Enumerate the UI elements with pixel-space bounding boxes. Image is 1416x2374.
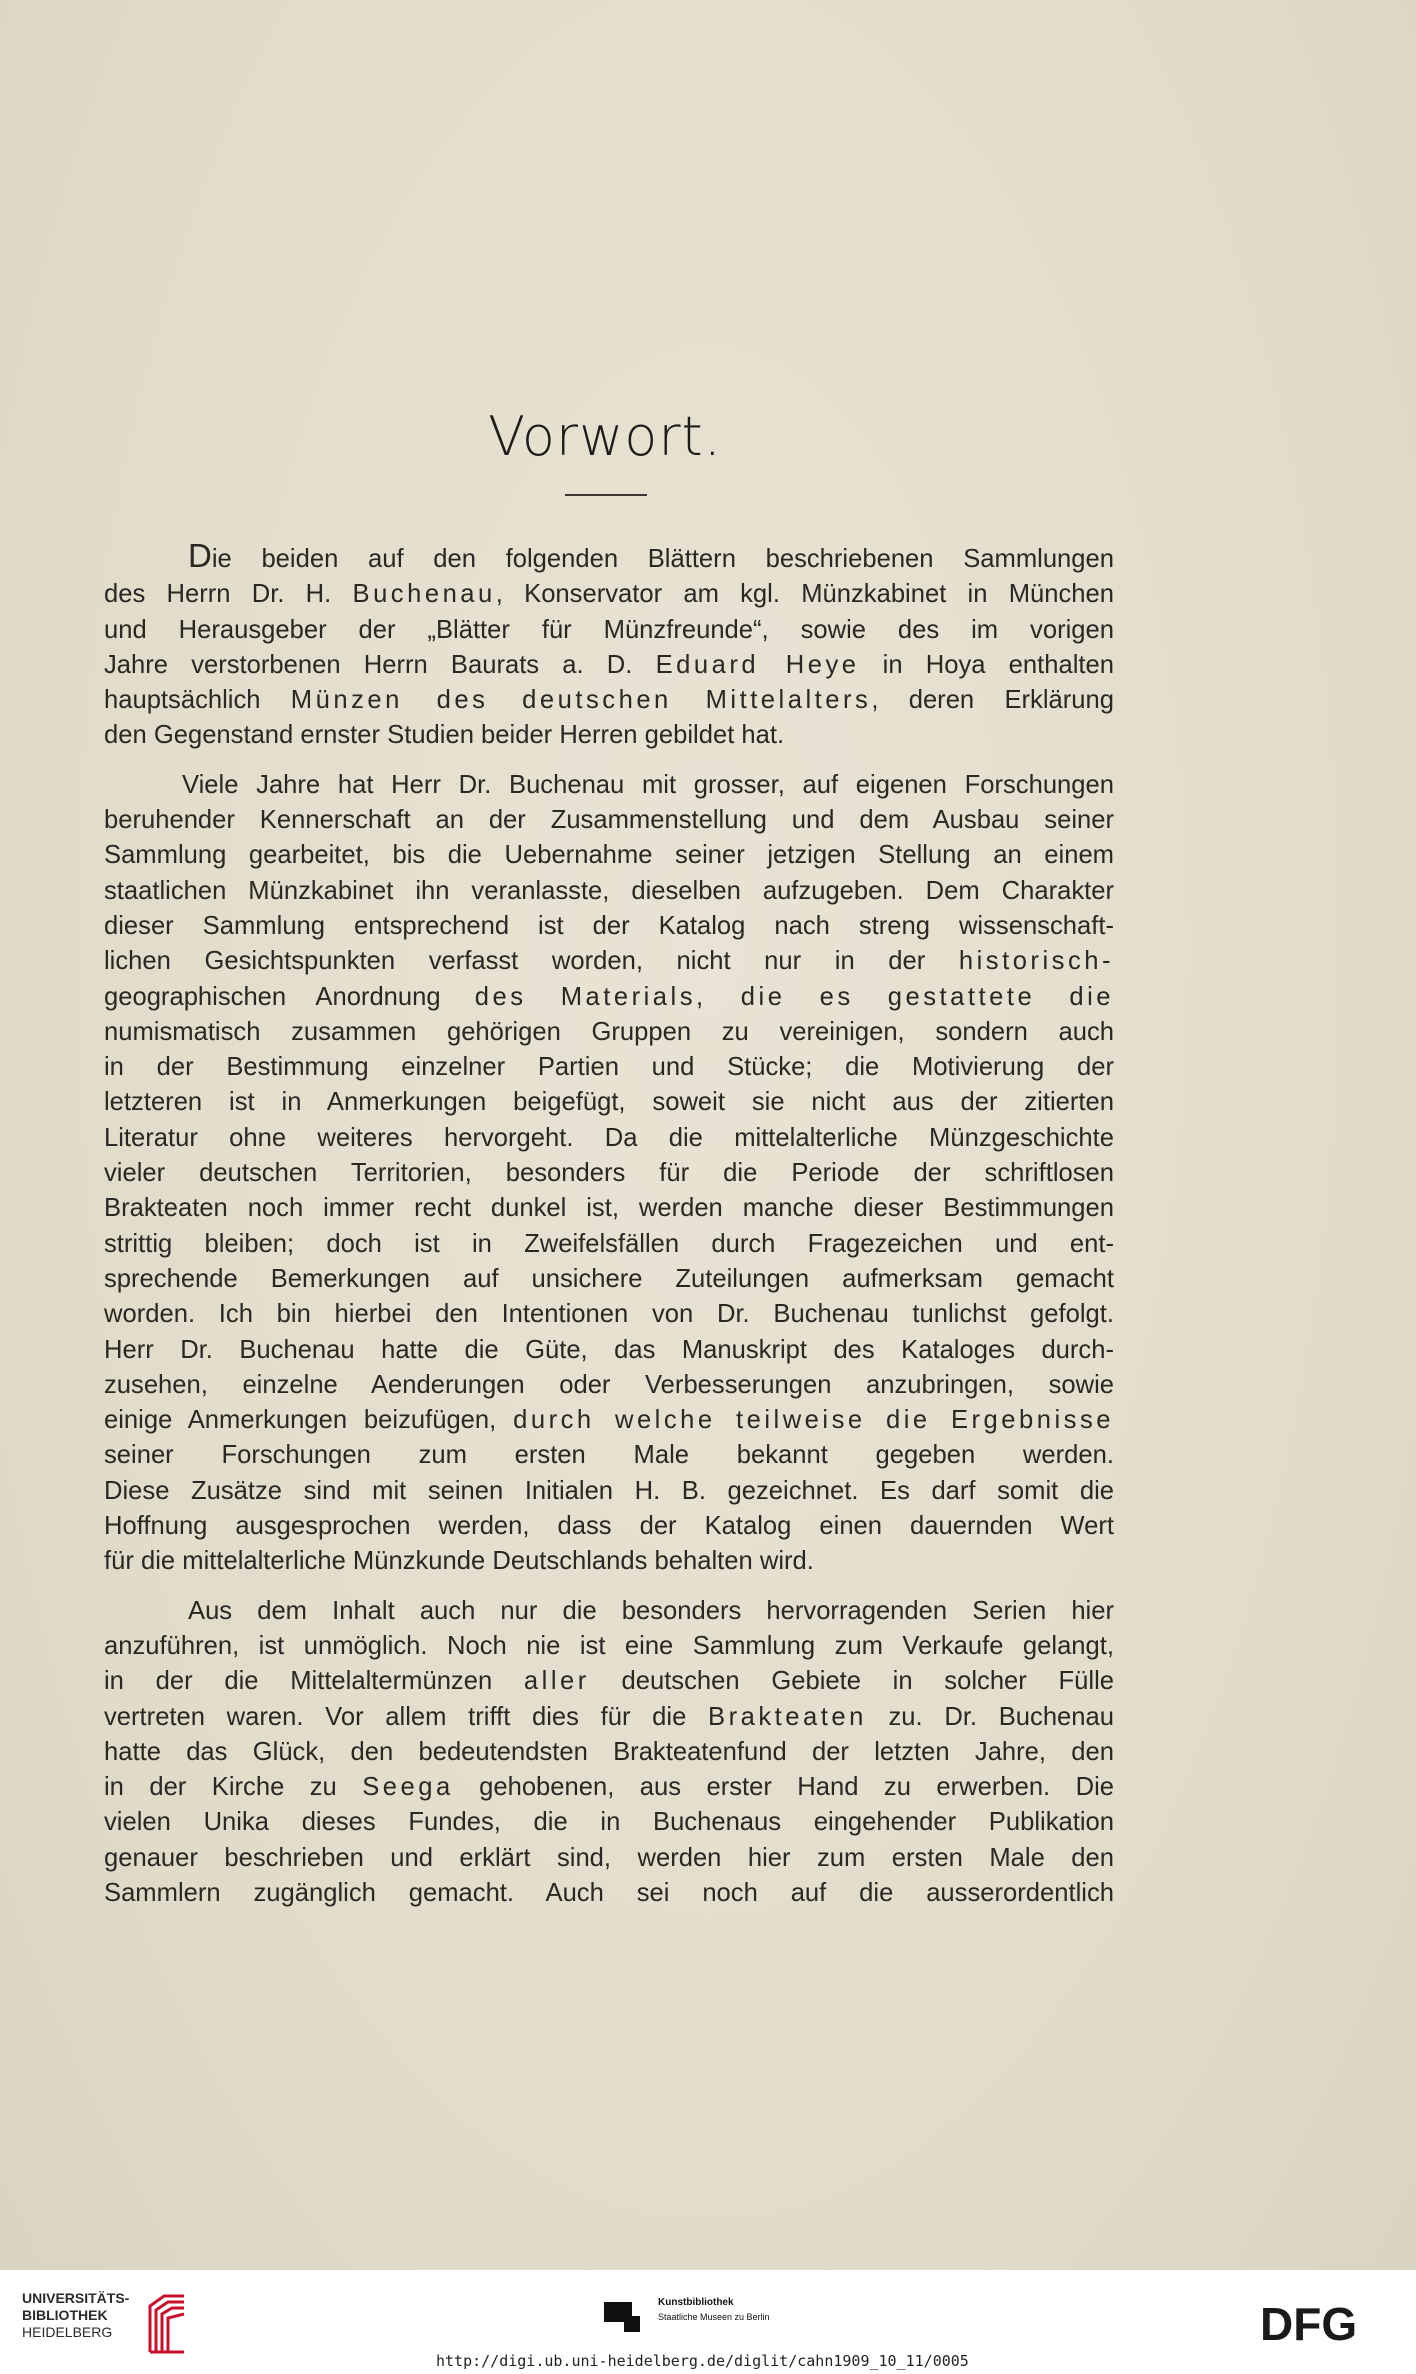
spaced-emphasis: historisch- bbox=[958, 947, 1114, 976]
text-line bbox=[104, 1841, 1114, 1876]
kunstbibliothek-subtitle: Staatliche Museen zu Berlin bbox=[658, 2312, 770, 2322]
spaced-emphasis: Münzen des deutschen Mittelalters bbox=[290, 686, 872, 715]
page-title: Vorwort. bbox=[488, 405, 722, 468]
text-line bbox=[104, 1735, 1114, 1770]
text-segment: vertreten waren. Vor allem trifft dies für die bbox=[104, 1702, 709, 1731]
text-line bbox=[104, 538, 1114, 577]
text-segment: , deren Erklärung bbox=[871, 686, 1114, 715]
text-line bbox=[104, 1700, 1114, 1735]
text-segment: Diese Zusätze sind mit seinen Initialen H. B. gezeichnet. Es darf somit die bbox=[104, 1476, 1114, 1505]
kunstbibliothek-mark-icon bbox=[602, 2296, 642, 2336]
text-segment: in der Kirche zu bbox=[104, 1773, 363, 1802]
text-segment: Herr Dr. Buchenau hatte die Güte, das Manuskript des Kataloges durch- bbox=[104, 1335, 1114, 1364]
text-segment: beruhender Kennerschaft an der Zusammenstellung und dem Ausbau seiner bbox=[104, 806, 1114, 835]
preface-body bbox=[104, 538, 1114, 1911]
text-segment: Literatur ohne weiteres hervorgeht. Da die mittelalterliche Münzgeschichte bbox=[104, 1123, 1114, 1152]
text-segment: Brakteaten noch immer recht dunkel ist, werden manche dieser Bestimmungen bbox=[104, 1194, 1114, 1223]
text-segment: Aus dem Inhalt auch nur die besonders hervorragenden Serien hier bbox=[188, 1596, 1114, 1625]
text-segment: geographischen Anordnung bbox=[104, 982, 441, 1011]
text-segment: zu. Dr. Buchenau bbox=[866, 1702, 1114, 1731]
text-segment: hauptsächlich bbox=[104, 686, 291, 715]
kunstbibliothek-name: Kunstbibliothek bbox=[658, 2297, 734, 2308]
text-segment: den Gegenstand ernster Studien beider Herren gebildet hat. bbox=[104, 721, 785, 750]
kunstbibliothek-logo[interactable] bbox=[602, 2290, 862, 2340]
library-name-line3: HEIDELBERG bbox=[22, 2324, 113, 2340]
text-segment: gehobenen, aus erster Hand zu erwerben. Die bbox=[453, 1773, 1114, 1802]
text-segment: in der die Mittelaltermünzen bbox=[104, 1667, 524, 1696]
text-segment: sprechende Bemerkungen auf unsichere Zuteilungen aufmerksam gemacht bbox=[104, 1264, 1114, 1293]
text-line bbox=[104, 1629, 1114, 1664]
dfg-logo[interactable] bbox=[1260, 2300, 1395, 2346]
spaced-emphasis: Eduard Heye bbox=[655, 650, 860, 679]
text-line bbox=[104, 1050, 1114, 1085]
text-line bbox=[104, 1121, 1114, 1156]
text-line bbox=[104, 1191, 1114, 1226]
text-line bbox=[104, 874, 1114, 909]
text-line bbox=[104, 1770, 1114, 1805]
text-line bbox=[104, 1474, 1114, 1509]
spaced-emphasis: aller bbox=[523, 1667, 590, 1696]
text-line bbox=[104, 1664, 1114, 1699]
text-line bbox=[104, 768, 1114, 803]
title-divider bbox=[565, 494, 647, 496]
text-line bbox=[104, 1015, 1114, 1050]
text-segment: , Konservator am kgl. Münzkabinet in München bbox=[495, 580, 1114, 609]
paragraph-3 bbox=[104, 1594, 1114, 1912]
text-line bbox=[104, 1262, 1114, 1297]
library-name-line1: UNIVERSITÄTS- bbox=[22, 2290, 130, 2306]
text-line bbox=[104, 1594, 1114, 1629]
text-line bbox=[104, 838, 1114, 873]
text-line bbox=[104, 909, 1114, 944]
text-segment: Die beiden auf den folgenden Blättern beschriebenen Sammlungen bbox=[188, 537, 1114, 574]
text-segment: lichen Gesichtspunkten verfasst worden, nicht nur in der bbox=[104, 947, 959, 976]
text-segment: in Hoya enthalten bbox=[859, 650, 1114, 679]
text-segment: vieler deutschen Territorien, besonders für die Periode der schriftlosen bbox=[104, 1159, 1114, 1188]
paragraph-2 bbox=[104, 768, 1114, 1580]
text-segment: und Herausgeber der „Blätter für Münzfreunde“, sowie des im vorigen bbox=[104, 615, 1114, 644]
heidelberg-library-logo[interactable] bbox=[22, 2290, 202, 2360]
spaced-emphasis: des Materials, die es gestattete die bbox=[440, 982, 1114, 1011]
text-line bbox=[104, 1509, 1114, 1544]
spaced-emphasis: Buchenau bbox=[352, 580, 496, 609]
text-segment: einige Anmerkungen beizufügen, bbox=[104, 1406, 514, 1435]
dfg-label: DFG bbox=[1260, 2300, 1358, 2346]
text-line bbox=[104, 1227, 1114, 1262]
text-segment: des Herrn Dr. H. bbox=[104, 580, 353, 609]
text-segment: Jahre verstorbenen Herrn Baurats a. D. bbox=[104, 650, 656, 679]
text-segment: Viele Jahre hat Herr Dr. Buchenau mit grosser, auf eigenen Forschungen bbox=[182, 770, 1114, 799]
text-segment: seiner Forschungen zum ersten Male bekannt gegeben werden. bbox=[104, 1441, 1114, 1470]
text-line bbox=[104, 1156, 1114, 1191]
text-line bbox=[104, 1333, 1114, 1368]
text-segment: staatlichen Münzkabinet ihn veranlasste, dieselben aufzugeben. Dem Charakter bbox=[104, 876, 1114, 905]
text-line bbox=[104, 718, 1114, 753]
text-segment: anzuführen, ist unmöglich. Noch nie ist eine Sammlung zum Verkaufe gelangt, bbox=[104, 1631, 1114, 1660]
text-segment: deutschen Gebiete in solcher Fülle bbox=[589, 1667, 1114, 1696]
text-line bbox=[104, 803, 1114, 838]
spaced-emphasis: Brakteaten bbox=[708, 1702, 867, 1731]
text-line bbox=[104, 944, 1114, 979]
text-line bbox=[104, 613, 1114, 648]
text-line bbox=[104, 1297, 1114, 1332]
permalink-url[interactable]: http://digi.ub.uni-heidelberg.de/diglit/cahn1909_10_11/0005 bbox=[436, 2352, 969, 2370]
text-segment: Sammlern zugänglich gemacht. Auch sei noch auf die ausserordentlich bbox=[104, 1878, 1114, 1907]
text-line bbox=[104, 683, 1114, 718]
text-segment: worden. Ich bin hierbei den Intentionen von Dr. Buchenau tunlichst gefolgt. bbox=[104, 1300, 1114, 1329]
text-segment: genauer beschrieben und erklärt sind, werden hier zum ersten Male den bbox=[104, 1843, 1114, 1872]
text-line bbox=[104, 1438, 1114, 1473]
text-segment: für die mittelalterliche Münzkunde Deutschlands behalten wird. bbox=[104, 1547, 814, 1576]
text-line bbox=[104, 980, 1114, 1015]
text-line bbox=[104, 1805, 1114, 1840]
spaced-emphasis: Seega bbox=[362, 1773, 454, 1802]
text-segment: vielen Unika dieses Fundes, die in Buchenaus eingehender Publikation bbox=[104, 1808, 1114, 1837]
spaced-emphasis: durch welche teilweise die Ergebnisse bbox=[513, 1406, 1115, 1435]
text-segment: Sammlung gearbeitet, bis die Uebernahme seiner jetzigen Stellung an einem bbox=[104, 841, 1114, 870]
library-name-line2: BIBLIOTHEK bbox=[22, 2307, 108, 2323]
text-segment: numismatisch zusammen gehörigen Gruppen zu vereinigen, sondern auch bbox=[104, 1017, 1114, 1046]
library-mark-icon bbox=[142, 2292, 192, 2358]
text-segment: Hoffnung ausgesprochen werden, dass der Katalog einen dauernden Wert bbox=[104, 1512, 1114, 1541]
text-line bbox=[104, 1368, 1114, 1403]
paragraph-1 bbox=[104, 538, 1114, 754]
text-segment: hatte das Glück, den bedeutendsten Brakteatenfund der letzten Jahre, den bbox=[104, 1737, 1114, 1766]
text-line bbox=[104, 648, 1114, 683]
text-line bbox=[104, 1544, 1114, 1579]
text-line bbox=[104, 1085, 1114, 1120]
text-segment: zusehen, einzelne Aenderungen oder Verbesserungen anzubringen, sowie bbox=[104, 1370, 1114, 1399]
text-line bbox=[104, 1876, 1114, 1911]
text-line bbox=[104, 577, 1114, 612]
text-segment: in der Bestimmung einzelner Partien und Stücke; die Motivierung der bbox=[104, 1053, 1114, 1082]
text-line bbox=[104, 1403, 1114, 1438]
text-segment: dieser Sammlung entsprechend ist der Katalog nach streng wissenschaft- bbox=[104, 911, 1114, 940]
text-segment: letzteren ist in Anmerkungen beigefügt, soweit sie nicht aus der zitierten bbox=[104, 1088, 1114, 1117]
text-segment: strittig bleiben; doch ist in Zweifelsfällen durch Fragezeichen und ent- bbox=[104, 1229, 1114, 1258]
initial-letter: D bbox=[188, 537, 212, 574]
